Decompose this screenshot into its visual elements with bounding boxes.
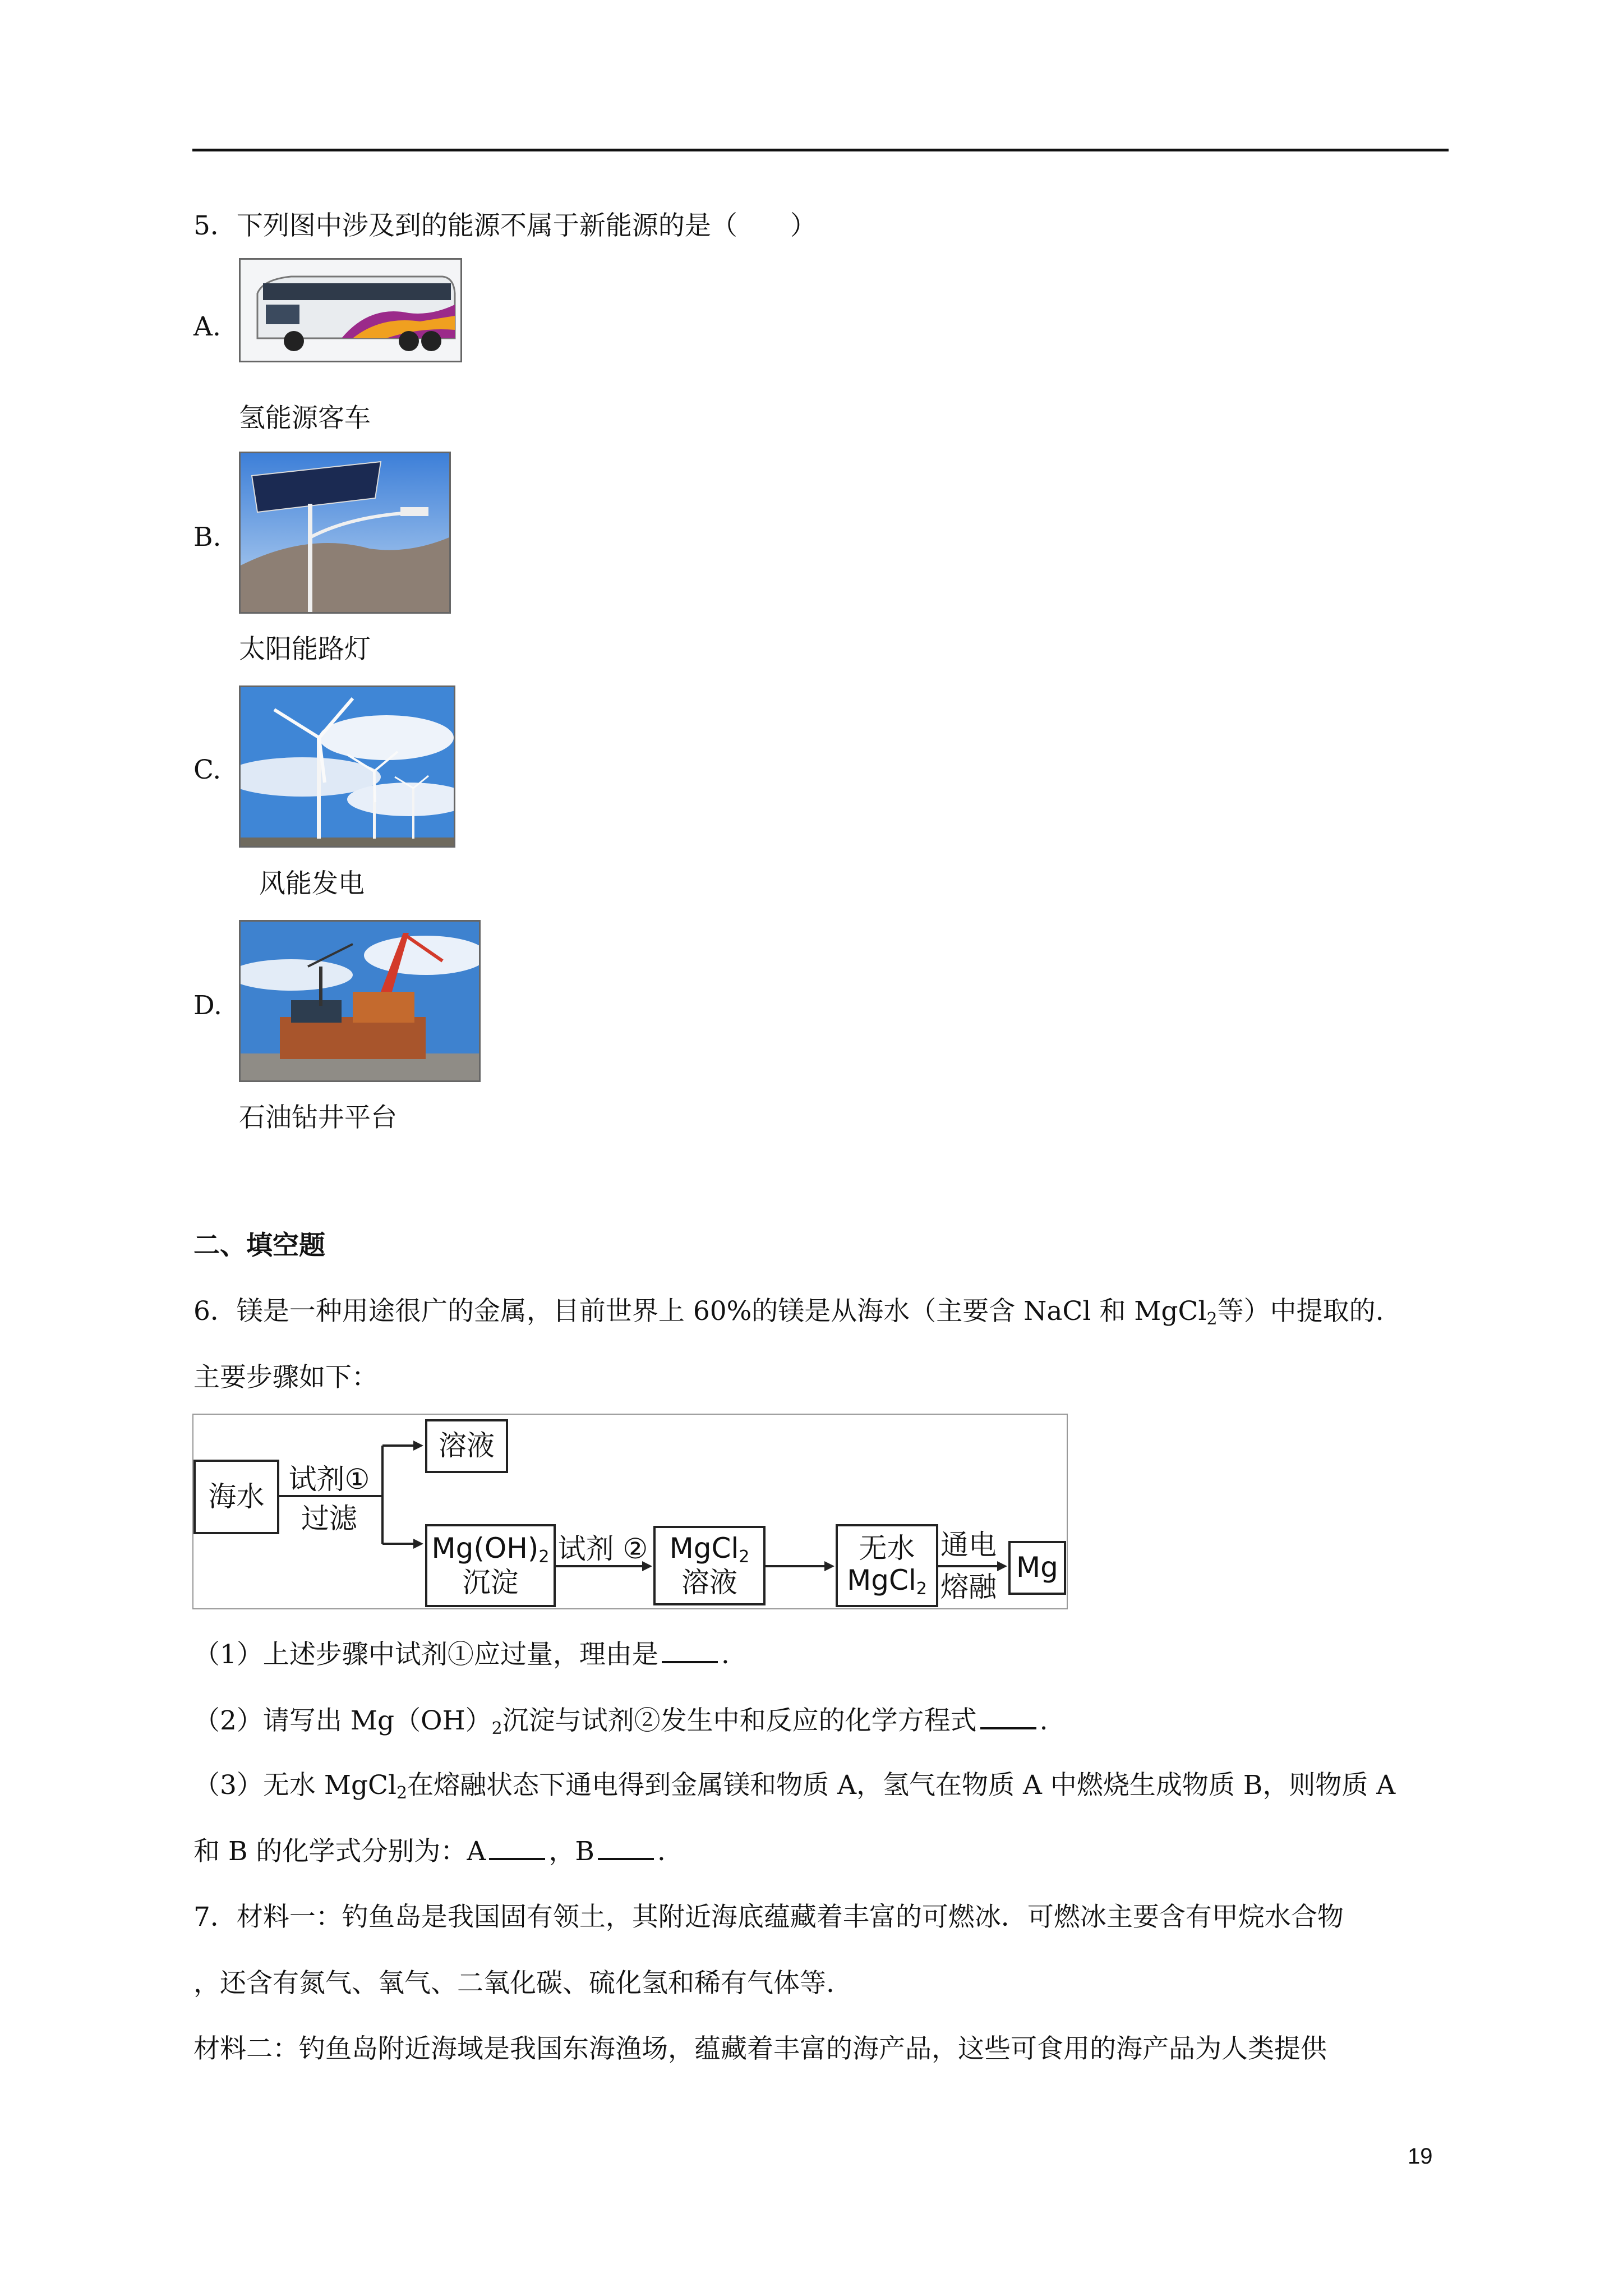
- answer-blank-1[interactable]: [662, 1642, 718, 1663]
- solution-box: 溶液: [425, 1419, 508, 1473]
- header-rule: [192, 149, 1449, 151]
- option-b-caption: 太阳能路灯: [239, 634, 371, 665]
- option-a-letter: A.: [193, 311, 221, 342]
- question-6-part-3-line1: （3）无水 MgCl$_2$在熔融状态下通电得到金属镁和物质 A，氢气在物质 A 中燃烧生成物质 B，则物质 A: [193, 1770, 1396, 1803]
- page-number: 19: [1408, 2144, 1433, 2169]
- anhydrous-mgcl2-box: 无水 MgCl$_2$: [836, 1524, 938, 1607]
- oil-rig-image: [239, 920, 481, 1082]
- option-c-caption: 风能发电: [259, 868, 365, 899]
- option-b-letter: B.: [193, 522, 222, 553]
- mg-box: Mg: [1008, 1541, 1066, 1595]
- question-6-part-2: （2）请写出 $Mg(OH)_2$沉淀与试剂②发生中和反应的化学方程式 .: [193, 1705, 1048, 1738]
- question-6-line1: 6．镁是一种用途很广的金属，目前世界上 60%的镁是从海水（主要含 NaCl 和 MgCl$_2$等）中提取的.: [193, 1296, 1384, 1329]
- solar-streetlight-image: [239, 452, 451, 614]
- question-6-line2: 主要步骤如下：: [193, 1362, 378, 1393]
- answer-blank-a[interactable]: [489, 1839, 545, 1860]
- bus-image: [239, 258, 462, 362]
- wind-turbine-image: [239, 685, 455, 848]
- question-7-line3: 材料二：钓鱼岛附近海域是我国东海渔场，蕴藏着丰富的海产品，这些可食用的海产品为人类提供: [193, 2033, 1327, 2064]
- reagent-1-label: 试剂①: [288, 1463, 370, 1496]
- question-7-line2: ，还含有氮气、氧气、二氧化碳、硫化氢和稀有气体等.: [193, 1968, 834, 1999]
- mg-hydroxide-precipitate-box: $Mg(OH)_2$ 沉淀: [425, 1524, 556, 1607]
- filter-label: 过滤: [301, 1502, 357, 1535]
- option-c-letter: C.: [193, 754, 222, 785]
- option-d-letter: D.: [193, 990, 222, 1021]
- melt-label: 熔融: [940, 1571, 997, 1603]
- electrify-label: 通电: [940, 1529, 997, 1561]
- mgcl2-solution-box: MgCl$_2$ 溶液: [653, 1526, 766, 1605]
- seawater-box: 海水: [193, 1460, 279, 1534]
- answer-blank-b[interactable]: [598, 1839, 654, 1860]
- section-2-title: 二、填空题: [193, 1230, 325, 1261]
- reagent-2-label: 试剂 ②: [557, 1533, 648, 1565]
- magnesium-extraction-flowchart: [192, 1414, 1068, 1609]
- question-6-part-3-line2: 和 B 的化学式分别为：A ，B .: [193, 1836, 666, 1867]
- answer-blank-2[interactable]: [980, 1708, 1036, 1729]
- question-5-stem: 5．下列图中涉及到的能源不属于新能源的是（ ）: [193, 210, 817, 241]
- option-a-caption: 氢能源客车: [239, 403, 371, 434]
- question-7-line1: 7．材料一：钓鱼岛是我国固有领土，其附近海底蕴藏着丰富的可燃冰．可燃冰主要含有甲烷水合物: [193, 1902, 1344, 1932]
- question-6-part-1: （1）上述步骤中试剂①应过量，理由是 .: [193, 1639, 730, 1670]
- option-d-caption: 石油钻井平台: [239, 1102, 397, 1133]
